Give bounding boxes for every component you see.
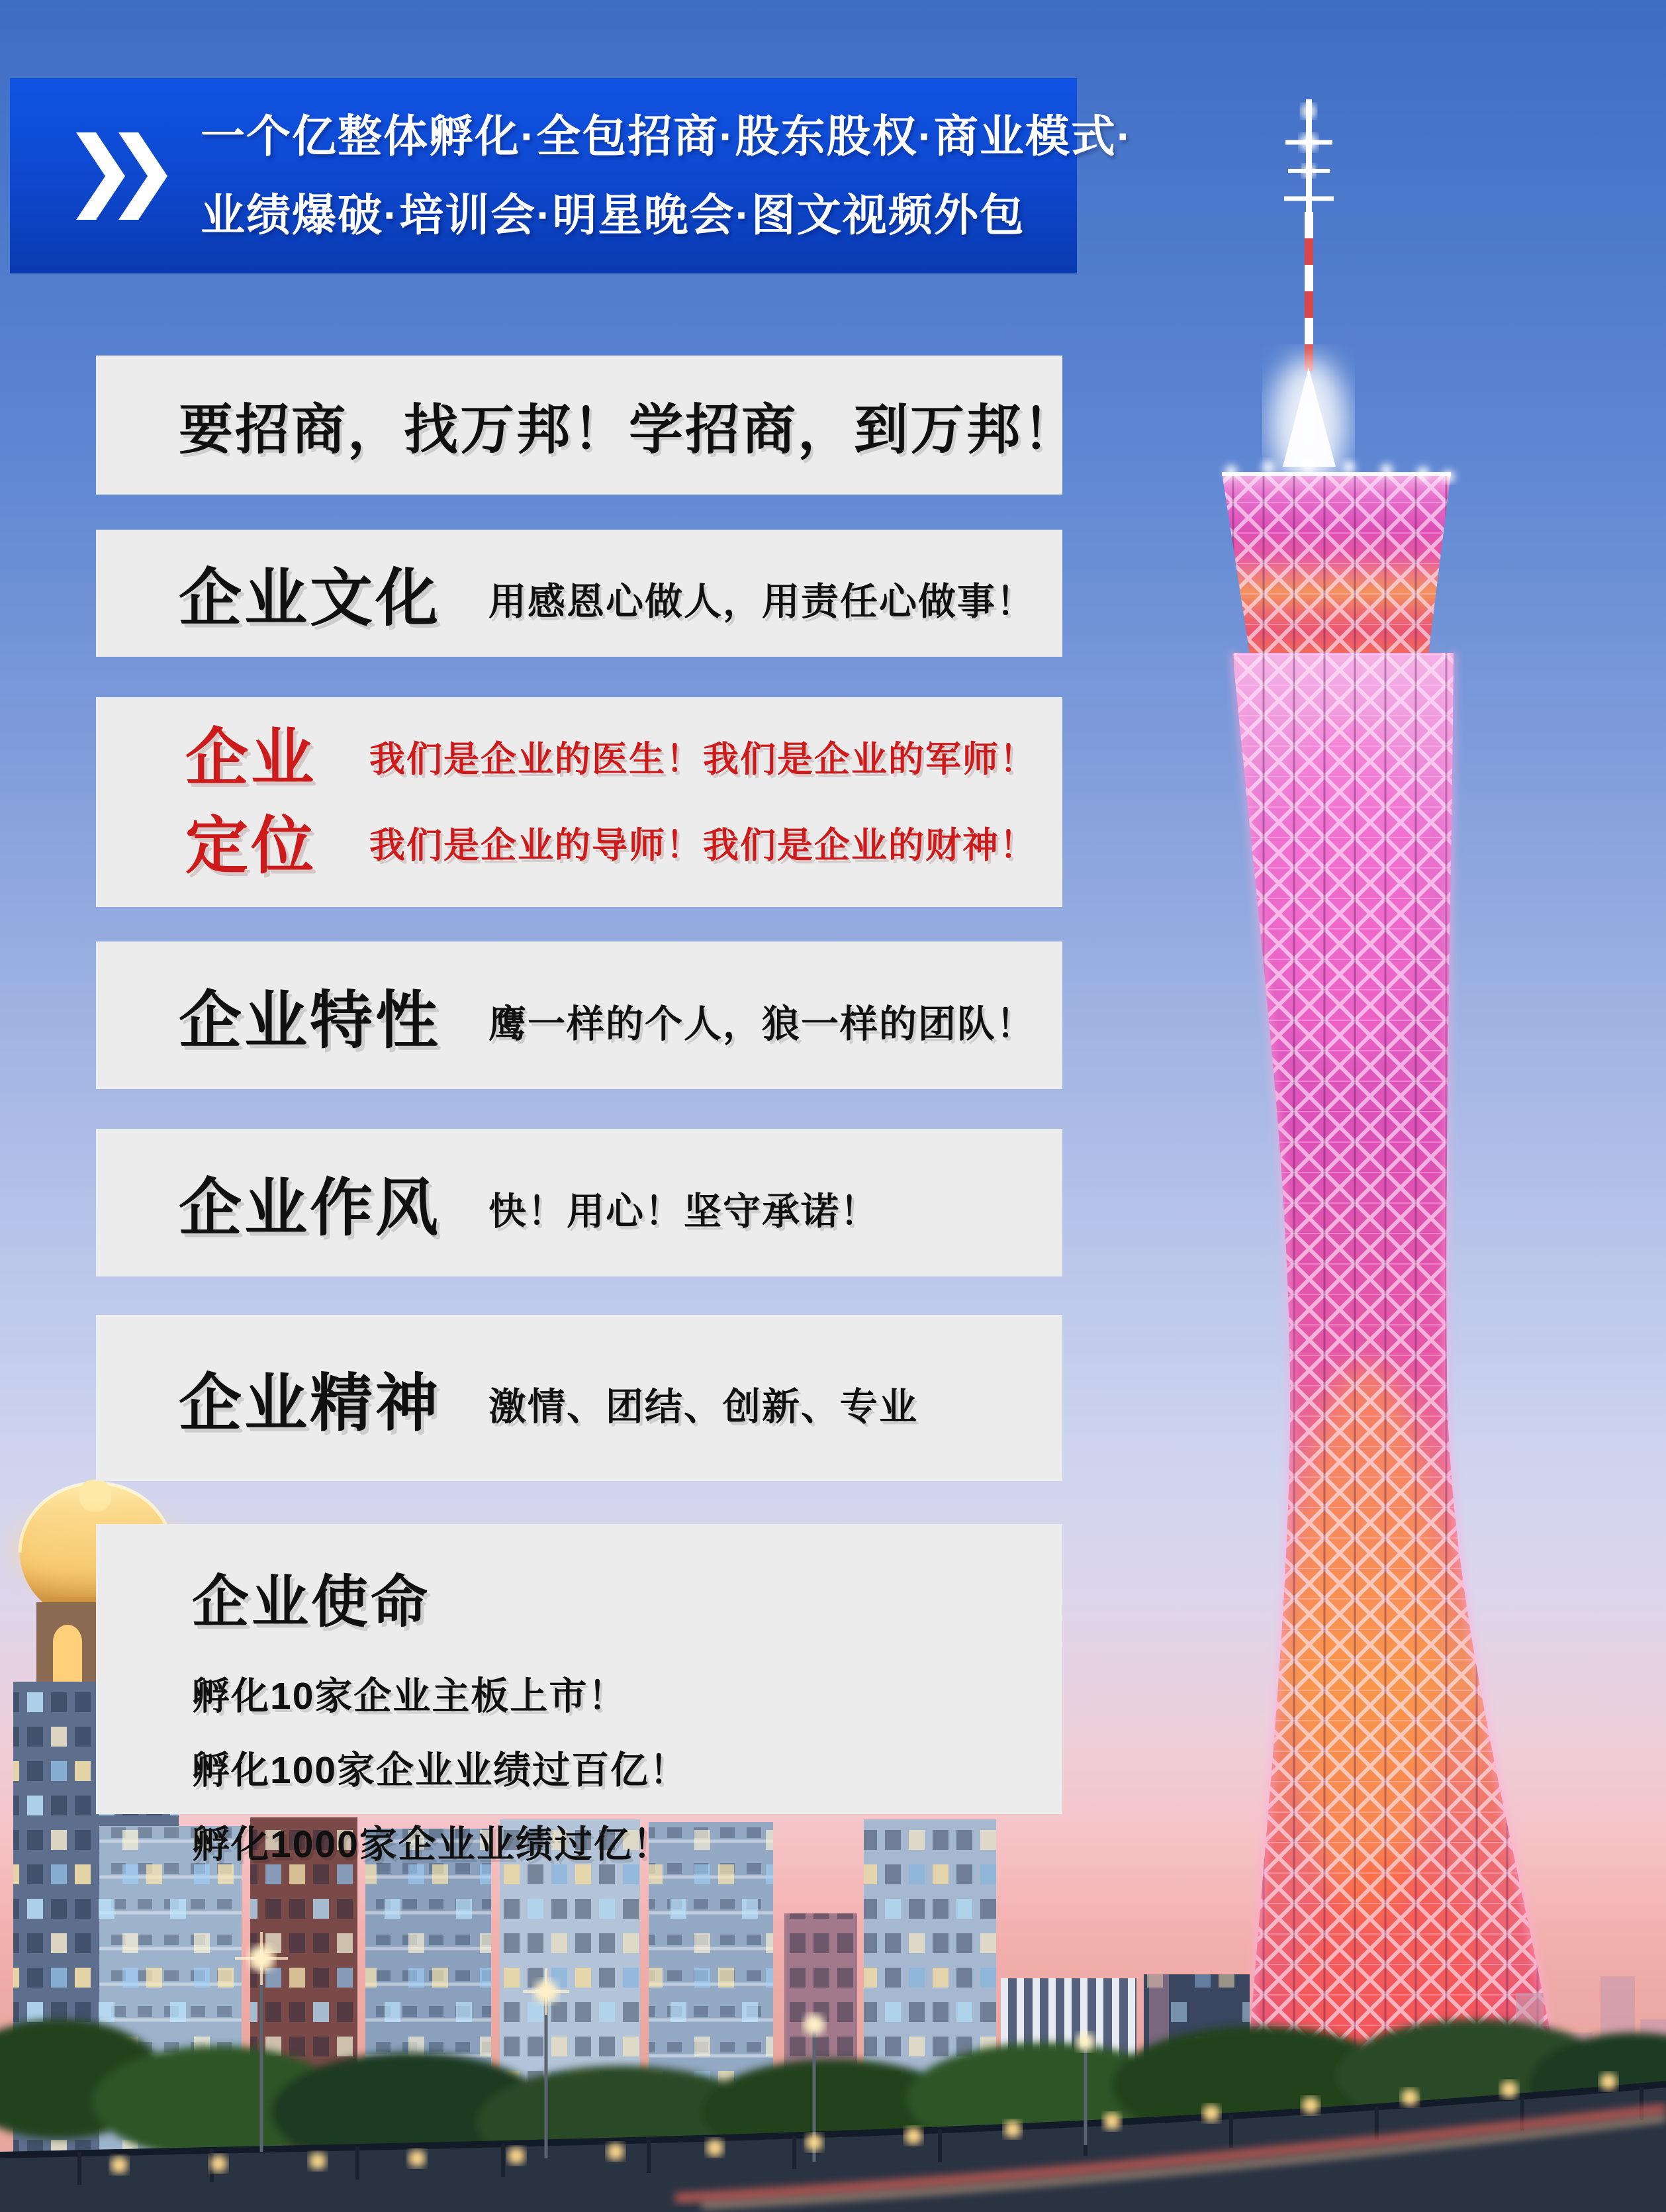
mission-line-2: 孵化100家企业业绩过百亿！	[192, 1749, 689, 1792]
work-style-title: 企业作风	[179, 1173, 441, 1243]
work-style-desc: 快！用心！坚守承诺！	[488, 1190, 880, 1233]
banner-line-1: 一个亿整体孵化·全包招商·股东股权·商业模式·	[201, 111, 1133, 162]
mission-line-1: 孵化10家企业主板上市！	[192, 1675, 627, 1717]
positioning-title-line-2: 定位	[185, 810, 317, 881]
banner-text	[201, 111, 1133, 240]
mission-title: 企业使命	[192, 1570, 430, 1634]
positioning-lines	[369, 739, 1037, 865]
spirit-desc: 激情、团结、创新、专业	[488, 1385, 919, 1428]
culture-desc: 用感恩心做人，用责任心做事！	[488, 581, 1036, 623]
tower-structure	[1205, 99, 1602, 2212]
positioning-desc-line-1: 我们是企业的医生！我们是企业的军师！	[369, 739, 1037, 779]
positioning-desc-line-2: 我们是企业的导师！我们是企业的财神！	[369, 825, 1037, 865]
culture-title: 企业文化	[179, 563, 441, 634]
character-panel	[96, 941, 1062, 1089]
slogan-panel	[96, 356, 1080, 495]
banner-line-2: 业绩爆破·培训会·明星晚会·图文视频外包	[201, 190, 1025, 240]
spirit-panel	[96, 1315, 1062, 1481]
mission-line-3: 孵化1000家企业业绩过亿！	[192, 1823, 672, 1866]
mission-panel	[96, 1524, 1062, 1866]
spirit-title: 企业精神	[179, 1368, 441, 1439]
tower-antenna	[1270, 99, 1347, 490]
tower-body	[1205, 636, 1602, 2212]
culture-panel	[96, 530, 1062, 657]
work-style-panel	[96, 1129, 1062, 1276]
positioning-title-line-1: 企业	[185, 722, 317, 793]
slogan-text: 要招商，找万邦！学招商，到万邦！	[179, 399, 1080, 460]
mission-lines	[192, 1666, 1062, 1868]
tower-top-basket	[1222, 459, 1454, 654]
character-title: 企业特性	[179, 985, 441, 1056]
double-chevron-right-icon	[76, 132, 169, 220]
positioning-panel	[96, 697, 1062, 907]
character-desc: 鹰一样的个人，狼一样的团队！	[488, 1002, 1036, 1045]
header-banner	[10, 78, 1133, 273]
positioning-title	[185, 722, 317, 881]
